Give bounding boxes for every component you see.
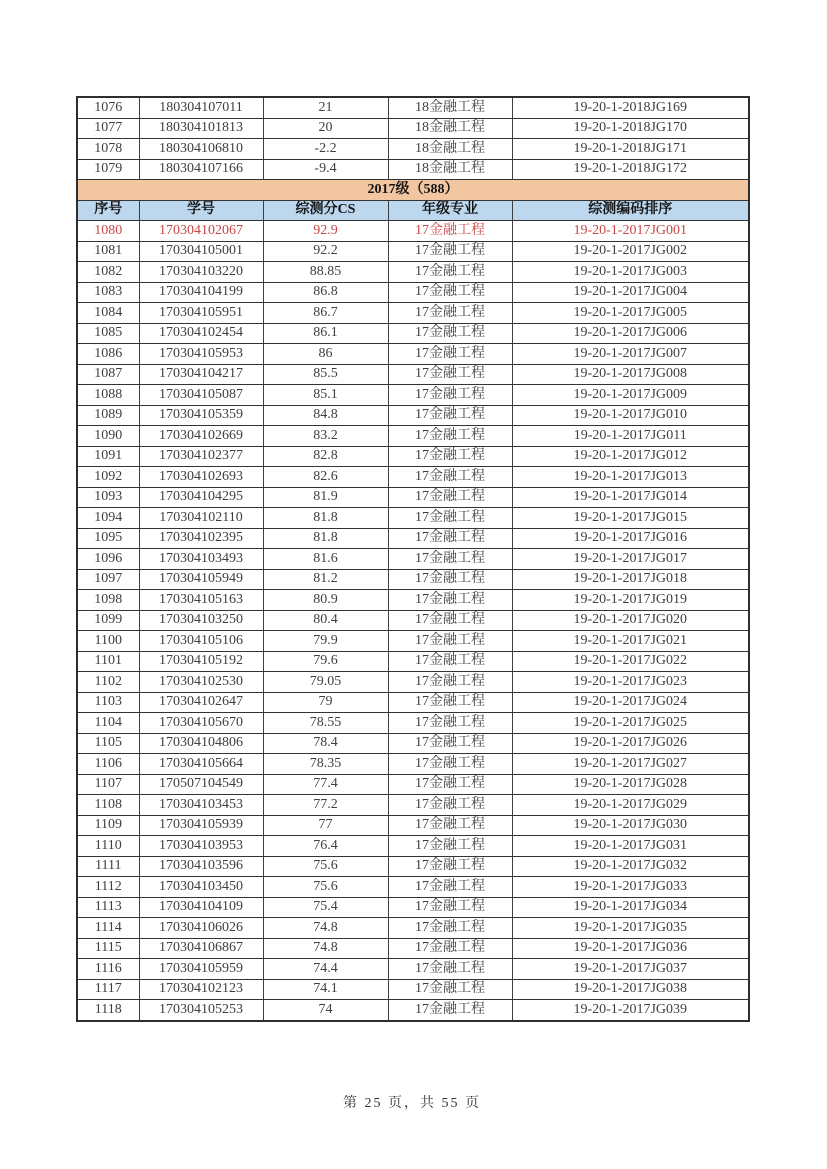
cell-row-number: 1103 [77, 692, 139, 713]
cell-row-number: 1082 [77, 262, 139, 283]
table-row [77, 713, 749, 734]
cell-grade-major: 17金融工程 [388, 795, 512, 816]
cell-code-rank: 19-20-1-2017JG023 [512, 672, 749, 693]
cell-code-rank: 19-20-1-2017JG004 [512, 282, 749, 303]
section-header-row [77, 180, 749, 201]
table-row [77, 877, 749, 898]
cell-row-number: 1105 [77, 733, 139, 754]
cell-grade-major: 17金融工程 [388, 446, 512, 467]
section-header-label: 2017级（588） [77, 180, 749, 201]
cell-score: 86 [263, 344, 388, 365]
cell-grade-major: 17金融工程 [388, 856, 512, 877]
cell-student-id: 170304102067 [139, 221, 263, 242]
cell-student-id: 170304104199 [139, 282, 263, 303]
cell-grade-major: 17金融工程 [388, 1000, 512, 1021]
cell-row-number: 1112 [77, 877, 139, 898]
cell-score: 79.9 [263, 631, 388, 652]
cell-student-id: 170304102110 [139, 508, 263, 529]
cell-grade-major: 17金融工程 [388, 918, 512, 939]
table-row [77, 590, 749, 611]
cell-code-rank: 19-20-1-2017JG026 [512, 733, 749, 754]
cell-score: 77 [263, 815, 388, 836]
table-row [77, 97, 749, 118]
cell-code-rank: 19-20-1-2017JG014 [512, 487, 749, 508]
column-header-score: 综测分CS [263, 200, 388, 221]
cell-grade-major: 17金融工程 [388, 426, 512, 447]
table-row [77, 692, 749, 713]
table-row [77, 795, 749, 816]
cell-code-rank: 19-20-1-2017JG017 [512, 549, 749, 570]
cell-grade-major: 18金融工程 [388, 159, 512, 180]
table-row [77, 549, 749, 570]
cell-grade-major: 17金融工程 [388, 549, 512, 570]
cell-code-rank: 19-20-1-2017JG008 [512, 364, 749, 385]
column-header-code-rank: 综测编码排序 [512, 200, 749, 221]
cell-code-rank: 19-20-1-2017JG009 [512, 385, 749, 406]
table-row [77, 918, 749, 939]
cell-student-id: 170304102647 [139, 692, 263, 713]
cell-row-number: 1107 [77, 774, 139, 795]
cell-code-rank: 19-20-1-2017JG038 [512, 979, 749, 1000]
cell-code-rank: 19-20-1-2017JG030 [512, 815, 749, 836]
cell-code-rank: 19-20-1-2017JG015 [512, 508, 749, 529]
page-number-footer: 第 25 页，共 55 页 [343, 1096, 481, 1111]
cell-student-id: 170304103450 [139, 877, 263, 898]
table-row [77, 159, 749, 180]
cell-code-rank: 19-20-1-2017JG010 [512, 405, 749, 426]
cell-student-id: 170304104217 [139, 364, 263, 385]
cell-student-id: 180304107166 [139, 159, 263, 180]
table-row [77, 631, 749, 652]
cell-grade-major: 17金融工程 [388, 487, 512, 508]
cell-code-rank: 19-20-1-2017JG011 [512, 426, 749, 447]
column-header-student-id: 学号 [139, 200, 263, 221]
cell-grade-major: 18金融工程 [388, 118, 512, 139]
cell-student-id: 170304105163 [139, 590, 263, 611]
cell-row-number: 1091 [77, 446, 139, 467]
cell-row-number: 1087 [77, 364, 139, 385]
cell-score: 81.8 [263, 508, 388, 529]
cell-row-number: 1117 [77, 979, 139, 1000]
cell-row-number: 1093 [77, 487, 139, 508]
cell-code-rank: 19-20-1-2018JG170 [512, 118, 749, 139]
column-header-row [77, 200, 749, 221]
rows-2018-section [77, 97, 749, 180]
cell-score: 77.2 [263, 795, 388, 816]
cell-code-rank: 19-20-1-2017JG024 [512, 692, 749, 713]
cell-row-number: 1094 [77, 508, 139, 529]
column-header-major: 年级专业 [388, 200, 512, 221]
cell-score: 20 [263, 118, 388, 139]
cell-row-number: 1113 [77, 897, 139, 918]
cell-grade-major: 17金融工程 [388, 938, 512, 959]
cell-row-number: 1079 [77, 159, 139, 180]
cell-student-id: 170304102377 [139, 446, 263, 467]
table-row [77, 364, 749, 385]
cell-code-rank: 19-20-1-2018JG169 [512, 97, 749, 118]
cell-score: 74 [263, 1000, 388, 1021]
cell-score: 74.4 [263, 959, 388, 980]
cell-grade-major: 17金融工程 [388, 262, 512, 283]
cell-score: -9.4 [263, 159, 388, 180]
cell-row-number: 1090 [77, 426, 139, 447]
cell-grade-major: 17金融工程 [388, 590, 512, 611]
cell-score: 81.9 [263, 487, 388, 508]
table-row [77, 672, 749, 693]
cell-grade-major: 17金融工程 [388, 303, 512, 324]
cell-score: 79.05 [263, 672, 388, 693]
cell-score: 74.1 [263, 979, 388, 1000]
cell-row-number: 1097 [77, 569, 139, 590]
cell-grade-major: 17金融工程 [388, 651, 512, 672]
cell-score: 84.8 [263, 405, 388, 426]
cell-code-rank: 19-20-1-2018JG171 [512, 139, 749, 160]
cell-grade-major: 17金融工程 [388, 774, 512, 795]
cell-grade-major: 17金融工程 [388, 364, 512, 385]
table-row [77, 508, 749, 529]
rows-2017-section [77, 221, 749, 1021]
cell-row-number: 1080 [77, 221, 139, 242]
cell-grade-major: 17金融工程 [388, 877, 512, 898]
cell-student-id: 170304106867 [139, 938, 263, 959]
cell-score: -2.2 [263, 139, 388, 160]
cell-grade-major: 17金融工程 [388, 692, 512, 713]
cell-grade-major: 18金融工程 [388, 97, 512, 118]
cell-row-number: 1115 [77, 938, 139, 959]
score-table [76, 96, 750, 1022]
cell-student-id: 170304105192 [139, 651, 263, 672]
cell-grade-major: 17金融工程 [388, 610, 512, 631]
cell-score: 78.35 [263, 754, 388, 775]
table-row [77, 303, 749, 324]
table-row [77, 385, 749, 406]
cell-student-id: 170304103596 [139, 856, 263, 877]
cell-score: 82.8 [263, 446, 388, 467]
cell-code-rank: 19-20-1-2017JG016 [512, 528, 749, 549]
cell-row-number: 1100 [77, 631, 139, 652]
table-row [77, 405, 749, 426]
cell-student-id: 170304103453 [139, 795, 263, 816]
cell-row-number: 1111 [77, 856, 139, 877]
cell-code-rank: 19-20-1-2017JG019 [512, 590, 749, 611]
cell-score: 80.9 [263, 590, 388, 611]
cell-row-number: 1092 [77, 467, 139, 488]
cell-score: 75.6 [263, 856, 388, 877]
cell-student-id: 170304105253 [139, 1000, 263, 1021]
cell-student-id: 170304104295 [139, 487, 263, 508]
table-row [77, 979, 749, 1000]
cell-student-id: 180304106810 [139, 139, 263, 160]
cell-row-number: 1101 [77, 651, 139, 672]
cell-code-rank: 19-20-1-2017JG033 [512, 877, 749, 898]
cell-grade-major: 17金融工程 [388, 631, 512, 652]
cell-row-number: 1110 [77, 836, 139, 857]
table-row [77, 733, 749, 754]
table-row [77, 487, 749, 508]
cell-code-rank: 19-20-1-2017JG021 [512, 631, 749, 652]
cell-student-id: 170304105953 [139, 344, 263, 365]
table-row [77, 528, 749, 549]
cell-score: 80.4 [263, 610, 388, 631]
cell-code-rank: 19-20-1-2017JG029 [512, 795, 749, 816]
cell-code-rank: 19-20-1-2017JG013 [512, 467, 749, 488]
cell-grade-major: 17金融工程 [388, 344, 512, 365]
cell-row-number: 1102 [77, 672, 139, 693]
cell-student-id: 170304103220 [139, 262, 263, 283]
table-row [77, 610, 749, 631]
table-row [77, 959, 749, 980]
section-divider [77, 180, 749, 221]
cell-code-rank: 19-20-1-2017JG037 [512, 959, 749, 980]
cell-score: 88.85 [263, 262, 388, 283]
cell-code-rank: 19-20-1-2017JG018 [512, 569, 749, 590]
cell-score: 86.8 [263, 282, 388, 303]
cell-code-rank: 19-20-1-2017JG036 [512, 938, 749, 959]
cell-student-id: 170304103953 [139, 836, 263, 857]
cell-student-id: 170304105939 [139, 815, 263, 836]
table-row [77, 897, 749, 918]
table-row [77, 856, 749, 877]
cell-score: 78.55 [263, 713, 388, 734]
cell-code-rank: 19-20-1-2017JG028 [512, 774, 749, 795]
cell-grade-major: 17金融工程 [388, 836, 512, 857]
cell-code-rank: 19-20-1-2017JG002 [512, 241, 749, 262]
cell-row-number: 1108 [77, 795, 139, 816]
cell-score: 75.6 [263, 877, 388, 898]
cell-row-number: 1104 [77, 713, 139, 734]
cell-code-rank: 19-20-1-2017JG034 [512, 897, 749, 918]
table-row [77, 467, 749, 488]
cell-grade-major: 17金融工程 [388, 897, 512, 918]
cell-score: 79.6 [263, 651, 388, 672]
cell-student-id: 170304105106 [139, 631, 263, 652]
cell-student-id: 170304105359 [139, 405, 263, 426]
cell-student-id: 180304101813 [139, 118, 263, 139]
cell-row-number: 1078 [77, 139, 139, 160]
cell-student-id: 170304105664 [139, 754, 263, 775]
cell-grade-major: 17金融工程 [388, 385, 512, 406]
cell-code-rank: 19-20-1-2017JG006 [512, 323, 749, 344]
table-row [77, 651, 749, 672]
cell-code-rank: 19-20-1-2017JG001 [512, 221, 749, 242]
cell-row-number: 1096 [77, 549, 139, 570]
cell-score: 86.7 [263, 303, 388, 324]
cell-score: 82.6 [263, 467, 388, 488]
cell-row-number: 1084 [77, 303, 139, 324]
cell-student-id: 170304105949 [139, 569, 263, 590]
cell-code-rank: 19-20-1-2017JG012 [512, 446, 749, 467]
cell-code-rank: 19-20-1-2017JG039 [512, 1000, 749, 1021]
cell-code-rank: 19-20-1-2017JG005 [512, 303, 749, 324]
cell-code-rank: 19-20-1-2017JG022 [512, 651, 749, 672]
cell-score: 74.8 [263, 918, 388, 939]
cell-row-number: 1083 [77, 282, 139, 303]
cell-row-number: 1076 [77, 97, 139, 118]
cell-row-number: 1088 [77, 385, 139, 406]
cell-row-number: 1098 [77, 590, 139, 611]
cell-student-id: 170304104806 [139, 733, 263, 754]
table-row [77, 139, 749, 160]
cell-grade-major: 17金融工程 [388, 528, 512, 549]
cell-score: 77.4 [263, 774, 388, 795]
cell-score: 76.4 [263, 836, 388, 857]
cell-score: 92.2 [263, 241, 388, 262]
cell-score: 81.6 [263, 549, 388, 570]
cell-code-rank: 19-20-1-2017JG031 [512, 836, 749, 857]
cell-grade-major: 17金融工程 [388, 221, 512, 242]
cell-grade-major: 17金融工程 [388, 241, 512, 262]
cell-grade-major: 17金融工程 [388, 815, 512, 836]
cell-code-rank: 19-20-1-2017JG007 [512, 344, 749, 365]
cell-grade-major: 17金融工程 [388, 754, 512, 775]
cell-student-id: 170304102693 [139, 467, 263, 488]
cell-code-rank: 19-20-1-2017JG003 [512, 262, 749, 283]
cell-student-id: 170304105087 [139, 385, 263, 406]
table-row [77, 815, 749, 836]
cell-student-id: 170304104109 [139, 897, 263, 918]
cell-score: 85.5 [263, 364, 388, 385]
cell-score: 78.4 [263, 733, 388, 754]
cell-row-number: 1116 [77, 959, 139, 980]
cell-student-id: 170304106026 [139, 918, 263, 939]
cell-student-id: 170304102395 [139, 528, 263, 549]
cell-grade-major: 17金融工程 [388, 959, 512, 980]
table-row [77, 221, 749, 242]
cell-grade-major: 17金融工程 [388, 467, 512, 488]
cell-grade-major: 17金融工程 [388, 508, 512, 529]
cell-score: 81.8 [263, 528, 388, 549]
cell-row-number: 1086 [77, 344, 139, 365]
cell-student-id: 170304102454 [139, 323, 263, 344]
cell-row-number: 1077 [77, 118, 139, 139]
table-row [77, 1000, 749, 1021]
cell-code-rank: 19-20-1-2017JG027 [512, 754, 749, 775]
cell-student-id: 170304105670 [139, 713, 263, 734]
cell-code-rank: 19-20-1-2017JG025 [512, 713, 749, 734]
cell-row-number: 1081 [77, 241, 139, 262]
cell-student-id: 170304103250 [139, 610, 263, 631]
cell-student-id: 170304102530 [139, 672, 263, 693]
table-row [77, 754, 749, 775]
cell-score: 75.4 [263, 897, 388, 918]
cell-score: 81.2 [263, 569, 388, 590]
table-row [77, 836, 749, 857]
cell-student-id: 170304105001 [139, 241, 263, 262]
table-row [77, 241, 749, 262]
table-row [77, 344, 749, 365]
cell-row-number: 1099 [77, 610, 139, 631]
table-row [77, 938, 749, 959]
cell-grade-major: 17金融工程 [388, 405, 512, 426]
cell-student-id: 180304107011 [139, 97, 263, 118]
cell-student-id: 170507104549 [139, 774, 263, 795]
cell-student-id: 170304105951 [139, 303, 263, 324]
cell-student-id: 170304102123 [139, 979, 263, 1000]
table-row [77, 323, 749, 344]
cell-row-number: 1085 [77, 323, 139, 344]
cell-grade-major: 17金融工程 [388, 979, 512, 1000]
table-row [77, 118, 749, 139]
cell-code-rank: 19-20-1-2017JG020 [512, 610, 749, 631]
cell-student-id: 170304105959 [139, 959, 263, 980]
cell-grade-major: 17金融工程 [388, 569, 512, 590]
cell-grade-major: 18金融工程 [388, 139, 512, 160]
column-header-no: 序号 [77, 200, 139, 221]
table-row [77, 569, 749, 590]
cell-row-number: 1106 [77, 754, 139, 775]
cell-row-number: 1118 [77, 1000, 139, 1021]
cell-score: 79 [263, 692, 388, 713]
cell-student-id: 170304102669 [139, 426, 263, 447]
cell-grade-major: 17金融工程 [388, 282, 512, 303]
cell-row-number: 1089 [77, 405, 139, 426]
table-row [77, 774, 749, 795]
cell-grade-major: 17金融工程 [388, 672, 512, 693]
cell-code-rank: 19-20-1-2017JG032 [512, 856, 749, 877]
cell-grade-major: 17金融工程 [388, 323, 512, 344]
cell-grade-major: 17金融工程 [388, 733, 512, 754]
table-row [77, 282, 749, 303]
cell-row-number: 1114 [77, 918, 139, 939]
cell-score: 74.8 [263, 938, 388, 959]
table-row [77, 446, 749, 467]
cell-code-rank: 19-20-1-2018JG172 [512, 159, 749, 180]
cell-code-rank: 19-20-1-2017JG035 [512, 918, 749, 939]
table-row [77, 426, 749, 447]
cell-score: 92.9 [263, 221, 388, 242]
cell-row-number: 1095 [77, 528, 139, 549]
cell-score: 83.2 [263, 426, 388, 447]
cell-row-number: 1109 [77, 815, 139, 836]
cell-student-id: 170304103493 [139, 549, 263, 570]
cell-grade-major: 17金融工程 [388, 713, 512, 734]
table-row [77, 262, 749, 283]
cell-score: 86.1 [263, 323, 388, 344]
cell-score: 85.1 [263, 385, 388, 406]
cell-score: 21 [263, 97, 388, 118]
